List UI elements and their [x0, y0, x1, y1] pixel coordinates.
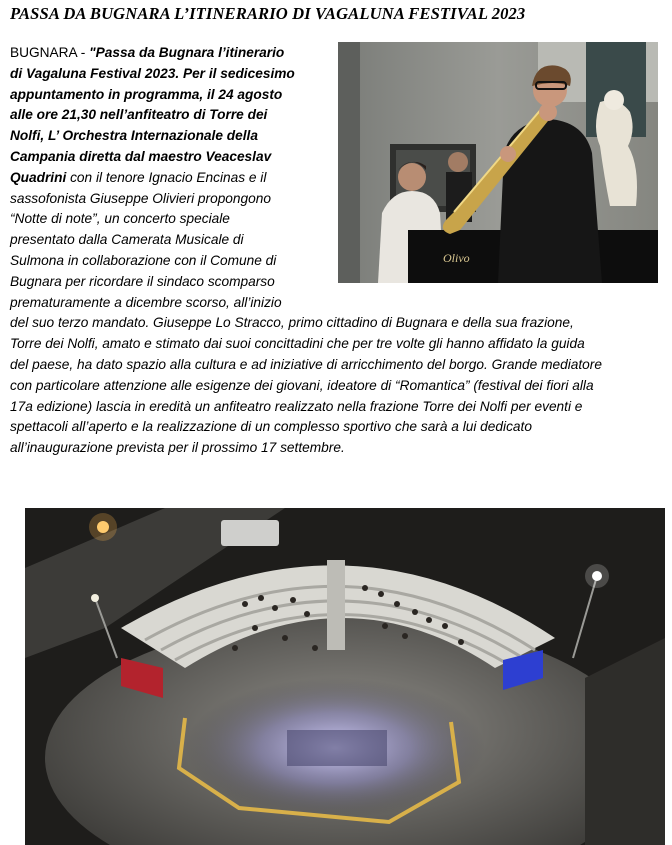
body-line: all’inaugurazione prevista per il prossimo 17 settembre.: [10, 440, 345, 456]
amphitheatre-aerial-photo: [25, 508, 665, 845]
body-line: sassofonista Giuseppe Olivieri propongono: [10, 190, 271, 206]
article-headline: PASSA DA BUGNARA L’ITINERARIO DI VAGALUNA FESTIVAL 2023: [10, 4, 526, 23]
body-line: con il tenore Ignacio Encinas e il: [66, 169, 267, 185]
body-line: prematuramente a dicembre scorso, all’inizio: [10, 294, 282, 310]
article-lede: alle ore 21,30 nell’anfiteatro di Torre dei: [10, 107, 268, 123]
body-line: con particolare attenzione alle esigenze dei giovani, ideatore di “Romantica” (festival dei fiori alla: [10, 377, 594, 393]
article-lede: di Vagaluna Festival 2023. Per il sedicesimo: [10, 65, 295, 81]
article-lede: "Passa da Bugnara l’itinerario: [89, 45, 285, 60]
article-dateline: BUGNARA -: [10, 45, 90, 60]
article-lede: appuntamento in programma, il 24 agosto: [10, 86, 283, 102]
article-lede: Nolfi, L’ Orchestra Internazionale della: [10, 128, 258, 144]
body-line: del suo terzo mandato. Giuseppe Lo Stracco, primo cittadino di Bugnara e della sua frazione,: [10, 315, 574, 331]
body-line: del paese, ha dato spazio alla cultura e ad iniziative di arricchimento del borgo. Grande mediatore: [10, 356, 602, 372]
body-line: Torre dei Nolfi, amato e stimato dai suoi concittadini che per tre volte gli hanno affidato la guida: [10, 336, 585, 352]
body-line: “Notte di note”, un concerto speciale: [10, 211, 230, 227]
article-body: [10, 43, 660, 459]
body-line: Bugnara per ricordare il sindaco scomparso: [10, 273, 275, 289]
body-line: spettacoli all’aperto e la realizzazione di un complesso sportivo che sarà a lui dedicato: [10, 419, 532, 435]
body-line: 17a edizione) lascia in eredità un anfiteatro realizzato nella frazione Torre dei Nolfi per eventi e: [10, 398, 583, 414]
piano-brand-logo: Olivo: [443, 251, 470, 265]
body-line: presentato dalla Camerata Musicale di: [10, 232, 244, 248]
article-lede: Quadrini: [10, 169, 67, 185]
article-lede: Campania diretta dal maestro Veaceslav: [10, 148, 272, 164]
body-line: Sulmona in collaborazione con il Comune di: [10, 252, 277, 268]
